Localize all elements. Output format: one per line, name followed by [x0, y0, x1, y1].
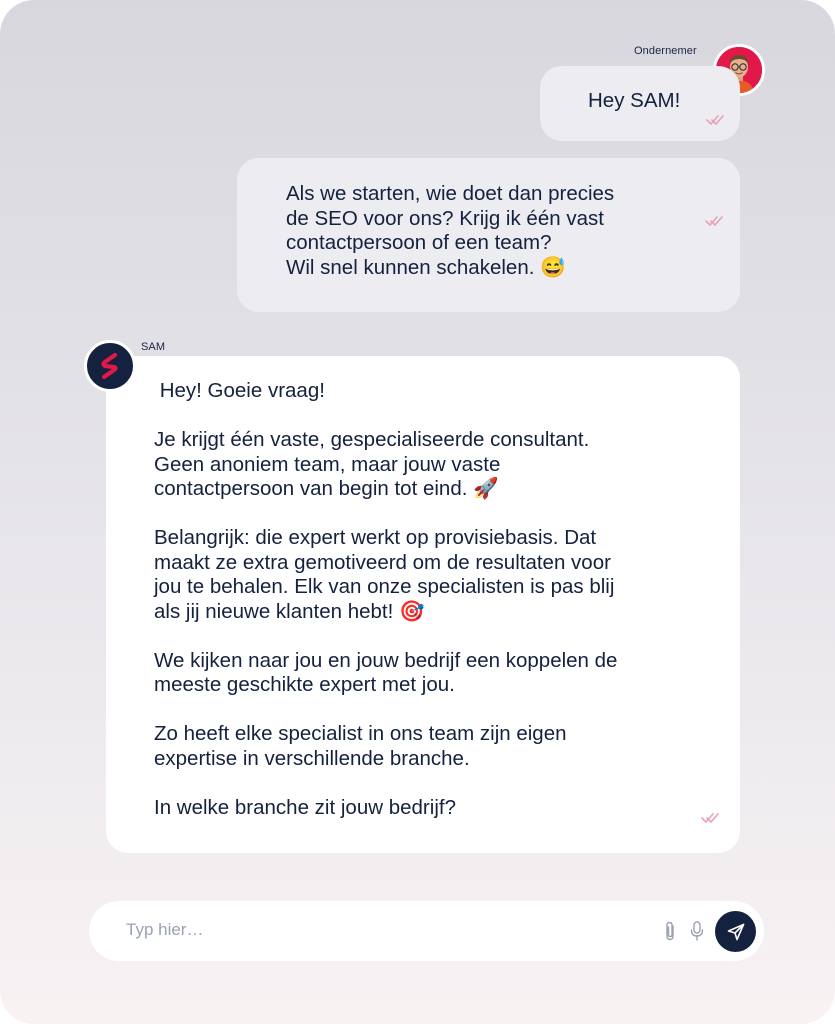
message-text-line — [154, 502, 617, 527]
message-text-line: expertise in verschillende branche. — [154, 746, 470, 770]
message-text-line: Belangrijk: die expert werkt op provisiebasis. Dat — [154, 526, 597, 549]
message-text-line: Geen anoniem team, maar jouw vaste — [154, 452, 501, 476]
send-icon — [726, 922, 746, 942]
message-input[interactable]: Typ hier… — [126, 920, 204, 939]
message-text-line: Wil snel kunnen schakelen. 😅 — [286, 255, 566, 279]
message-text-line — [154, 624, 617, 649]
sam-logo-icon — [98, 352, 122, 380]
user-sender-label: Ondernemer — [634, 45, 697, 57]
send-button[interactable] — [715, 911, 756, 952]
attach-button[interactable] — [658, 919, 682, 943]
user-message-bubble — [237, 158, 740, 312]
message-text-line: contactpersoon of een team? — [286, 231, 552, 254]
bot-sender-label: SAM — [141, 341, 166, 353]
message-text-line — [154, 698, 617, 723]
microphone-icon — [689, 920, 705, 942]
user-message-bubble — [540, 66, 740, 141]
message-text-line: meeste geschikte expert met jou. — [154, 673, 455, 696]
message-text-line: We kijken naar jou en jouw bedrijf een koppelen de — [154, 648, 618, 672]
double-check-icon — [705, 214, 723, 228]
message-text-line: In welke branche zit jouw bedrijf? — [154, 795, 456, 819]
bot-message-bubble — [106, 356, 740, 853]
bot-avatar — [84, 340, 136, 392]
message-text-line: de SEO voor ons? Krijg ik één vast — [286, 206, 604, 230]
message-text-line: contactpersoon van begin tot eind. 🚀 — [154, 477, 499, 500]
message-text-line — [154, 404, 617, 429]
message-text-line: Als we starten, wie doet dan precies — [286, 182, 615, 205]
message-text-line: jou te behalen. Elk van onze specialisten is pas blij — [154, 575, 615, 598]
double-check-icon — [701, 811, 719, 825]
message-text-line: Hey SAM! — [588, 89, 681, 112]
message-text-line: Je krijgt één vaste, gespecialiseerde consultant. — [154, 428, 590, 451]
message-text-line: Hey! Goeie vraag! — [154, 379, 325, 402]
message-text-line — [154, 771, 617, 796]
paperclip-icon — [662, 920, 678, 942]
double-check-icon — [706, 113, 724, 127]
message-text-line: als jij nieuwe klanten hebt! 🎯 — [154, 599, 425, 623]
microphone-button[interactable] — [685, 919, 709, 943]
message-text-line: Zo heeft elke specialist in ons team zijn eigen — [154, 722, 567, 745]
message-composer — [89, 901, 764, 961]
message-text-line: maakt ze extra gemotiveerd om de resultaten voor — [154, 550, 611, 574]
